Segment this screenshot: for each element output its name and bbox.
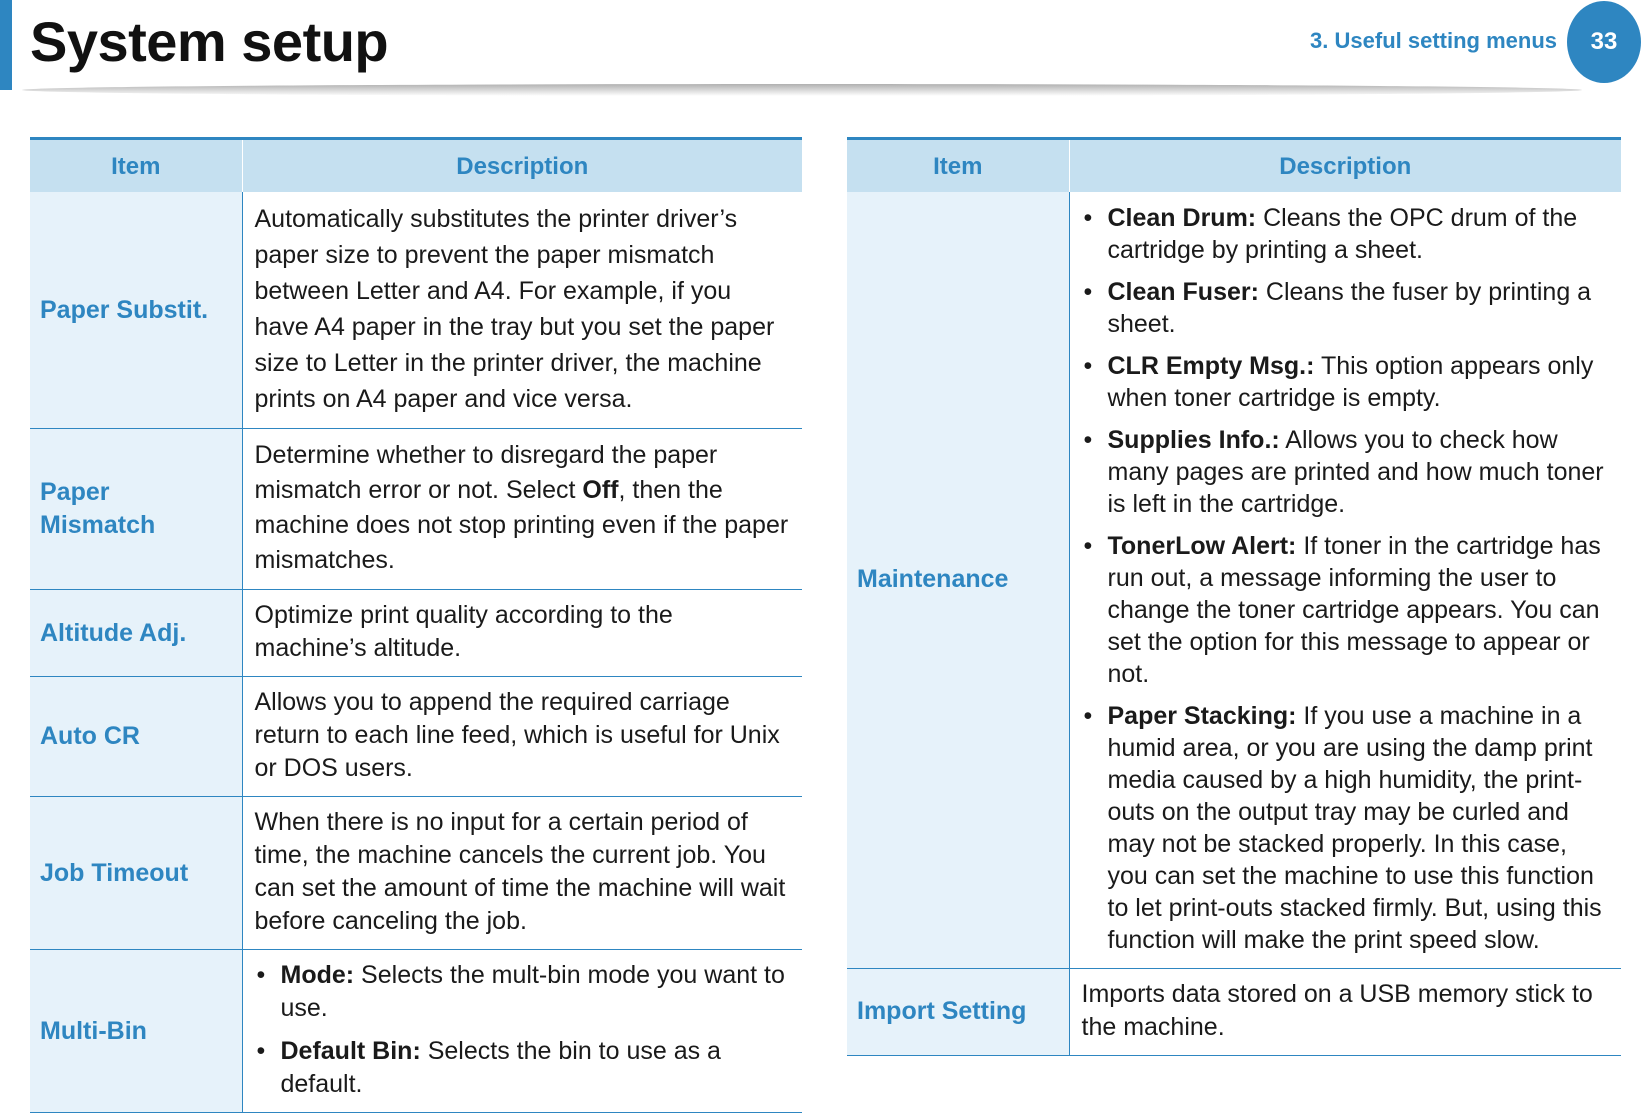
list-item <box>1082 700 1610 956</box>
bullet-text: Selects the bin to use as a default. <box>280 1037 721 1098</box>
column-header-item: Item <box>847 139 1069 193</box>
bullet-icon: • <box>1083 351 1093 380</box>
bullet-text: If you use a machine in a humid area, or you are using the damp print media caused by a high humidity, the print-outs on the output tray may be curled and may not be stacked properly. In this case, you can set the machine to use this function to let print-outs stacked firmly. But, using this function will make the print speed slow. <box>1107 701 1602 954</box>
item-description: Allows you to append the required carriage return to each line feed, which is useful for Unix or DOS users. <box>242 677 802 797</box>
item-description: Imports data stored on a USB memory stick to the machine. <box>1069 968 1621 1055</box>
option-value-off: Off <box>582 476 619 504</box>
list-item <box>1082 530 1610 690</box>
table-header-row <box>30 139 802 193</box>
bullet-text: Selects the mult-bin mode you want to use. <box>280 961 785 1022</box>
item-label: Auto CR <box>30 677 242 797</box>
item-label: Altitude Adj. <box>30 590 242 677</box>
column-header-item: Item <box>30 139 242 193</box>
bullet-list <box>1082 202 1610 956</box>
bullet-term: TonerLow Alert: <box>1107 531 1297 560</box>
column-header-description: Description <box>242 139 802 193</box>
header-divider <box>22 84 1582 96</box>
bullet-text: This option appears only when toner cartridge is empty. <box>1107 351 1594 412</box>
bullet-term: Clean Drum: <box>1107 203 1257 232</box>
bullet-term: CLR Empty Msg.: <box>1107 351 1315 380</box>
table-row <box>30 950 802 1113</box>
bullet-term: Mode: <box>280 961 355 989</box>
bullet-list <box>255 959 791 1101</box>
list-item <box>1082 424 1610 520</box>
description-text: Determine whether to disregard the paper mismatch error or not. Select <box>254 441 718 504</box>
settings-table-left <box>30 137 802 1113</box>
bullet-term: Paper Stacking: <box>1107 701 1297 730</box>
item-label: Job Timeout <box>30 797 242 950</box>
list-item <box>1082 350 1610 414</box>
column-header-description: Description <box>1069 139 1621 193</box>
table-row <box>30 797 802 950</box>
page-number-badge: 33 <box>1567 1 1641 83</box>
item-label: Import Setting <box>847 968 1069 1055</box>
bullet-text: Allows you to check how many pages are printed and how much toner is left in the cartridge. <box>1107 425 1604 518</box>
list-item <box>1082 276 1610 340</box>
table-header-row <box>847 139 1621 193</box>
item-description: When there is no input for a certain period of time, the machine cancels the current job. You can set the amount of time the machine will wait before canceling the job. <box>242 797 802 950</box>
item-description: Automatically substitutes the printer driver’s paper size to prevent the paper mismatch between Letter and A4. For example, if you have A4 paper in the tray but you set the paper size to Letter in the printer driver, the machine prints on A4 paper and vice versa. <box>242 192 802 429</box>
list-item <box>255 1035 791 1101</box>
bullet-text: Cleans the OPC drum of the cartridge by printing a sheet. <box>1107 203 1578 264</box>
bullet-icon: • <box>256 1037 266 1065</box>
table-row <box>30 677 802 797</box>
table-row <box>30 429 802 590</box>
header-accent-bar <box>0 0 12 90</box>
bullet-icon: • <box>1083 277 1093 306</box>
item-description <box>242 950 802 1113</box>
bullet-term: Clean Fuser: <box>1107 277 1259 306</box>
item-description <box>1069 192 1621 968</box>
bullet-icon: • <box>1083 531 1093 560</box>
table-row <box>847 192 1621 968</box>
item-label: Maintenance <box>847 192 1069 968</box>
list-item <box>1082 202 1610 266</box>
list-item <box>255 959 791 1025</box>
bullet-text: Cleans the fuser by printing a sheet. <box>1107 277 1592 338</box>
bullet-icon: • <box>1083 203 1093 232</box>
bullet-term: Supplies Info.: <box>1107 425 1280 454</box>
table-row <box>847 968 1621 1055</box>
settings-table-right <box>847 137 1621 1056</box>
item-description: Optimize print quality according to the machine’s altitude. <box>242 590 802 677</box>
table-row <box>30 192 802 429</box>
bullet-icon: • <box>1083 425 1093 454</box>
bullet-icon: • <box>1083 701 1093 730</box>
table-row <box>30 590 802 677</box>
item-label: Paper Mismatch <box>30 429 242 590</box>
bullet-icon: • <box>256 961 266 989</box>
section-breadcrumb: 3. Useful setting menus <box>1310 28 1557 53</box>
item-label: Multi-Bin <box>30 950 242 1113</box>
bullet-text: If toner in the cartridge has run out, a message informing the user to change the toner cartridge appears. You can set the option for this message to appear or not. <box>1107 531 1601 688</box>
page-title: System setup <box>30 10 389 73</box>
item-description <box>242 429 802 590</box>
bullet-term: Default Bin: <box>280 1037 421 1065</box>
description-text: , then the machine does not stop printing even if the paper mismatches. <box>254 476 789 574</box>
item-label: Paper Substit. <box>30 192 242 429</box>
